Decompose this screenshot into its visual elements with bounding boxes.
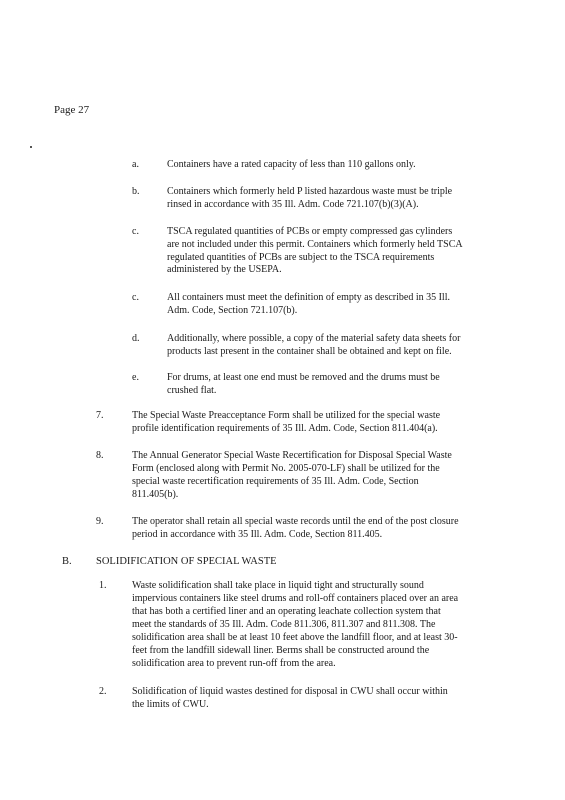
item-text-line: Additionally, where possible, a copy of the material safety data sheets for (167, 333, 461, 344)
section-heading: SOLIDIFICATION OF SPECIAL WASTE (96, 556, 277, 567)
item-label: 1. (99, 580, 107, 591)
item-text-line: impervious containers like steel drums and roll-off containers placed over an area (132, 593, 459, 604)
item-text-line: Containers have a rated capacity of less than 110 gallons only. (167, 159, 416, 170)
item-text-line: feet from the landfill sidewall liner. Berms shall be constructed around the (132, 645, 430, 656)
item-text-line: products last present in the container shall be obtained and kept on file. (167, 346, 452, 357)
item-label: 7. (96, 410, 104, 421)
item-text-line: The Special Waste Preacceptance Form shall be utilized for the special waste (132, 410, 441, 421)
section-label: B. (62, 556, 72, 567)
item-text-line: TSCA regulated quantities of PCBs or empty compressed gas cylinders (167, 226, 453, 237)
item-text-line: meet the standards of 35 Ill. Adm. Code 811.306, 811.307 and 811.308. The (132, 619, 436, 630)
item-text-line: The operator shall retain all special waste records until the end of the post closure (132, 516, 459, 527)
item-text-line: Waste solidification shall take place in liquid tight and structurally sound (132, 580, 424, 591)
item-text-line: crushed flat. (167, 385, 217, 396)
item-text-line: Containers which formerly held P listed hazardous waste must be triple (167, 186, 453, 197)
item-label: c. (132, 292, 139, 303)
item-label: e. (132, 372, 139, 383)
item-text-line: that has both a certified liner and an operating leachate collection system that (132, 606, 441, 617)
page-number: Page 27 (54, 104, 90, 116)
item-text-line: are not included under this permit. Containers which formerly held TSCA (167, 239, 463, 250)
item-text-line: For drums, at least one end must be removed and the drums must be (167, 372, 440, 383)
item-label: a. (132, 159, 139, 170)
item-text-line: regulated quantities of PCBs are subject to the TSCA requirements (167, 252, 435, 263)
item-label: c. (132, 226, 139, 237)
item-text-line: period in accordance with 35 Ill. Adm. Code, Section 811.405. (132, 529, 383, 540)
item-text-line: special waste recertification requirements of 35 Ill. Adm. Code, Section (132, 476, 419, 487)
item-label: 9. (96, 516, 104, 527)
item-text-line: solidification area to prevent run-off from the area. (132, 658, 336, 669)
item-label: 2. (99, 686, 107, 697)
item-text-line: All containers must meet the definition of empty as described in 35 Ill. (167, 292, 450, 303)
item-text-line: solidification area shall be at least 10 feet above the landfill floor, and at least 30- (132, 632, 458, 643)
item-text-line: Form (enclosed along with Permit No. 2005-070-LF) shall be utilized for the (132, 463, 440, 474)
item-label: b. (132, 186, 140, 197)
item-text-line: administered by the USEPA. (167, 264, 282, 275)
item-text-line: Solidification of liquid wastes destined for disposal in CWU shall occur within (132, 686, 448, 697)
item-text-line: 811.405(b). (132, 489, 179, 500)
item-text-line: profile identification requirements of 35 Ill. Adm. Code, Section 811.404(a). (132, 423, 438, 434)
item-text-line: the limits of CWU. (132, 699, 209, 710)
item-label: d. (132, 333, 140, 344)
item-label: 8. (96, 450, 104, 461)
scan-mark (30, 146, 32, 148)
item-text-line: Adm. Code, Section 721.107(b). (167, 305, 298, 316)
item-text-line: The Annual Generator Special Waste Recertification for Disposal Special Waste (132, 450, 452, 461)
item-text-line: rinsed in accordance with 35 Ill. Adm. Code 721.107(b)(3)(A). (167, 199, 419, 210)
